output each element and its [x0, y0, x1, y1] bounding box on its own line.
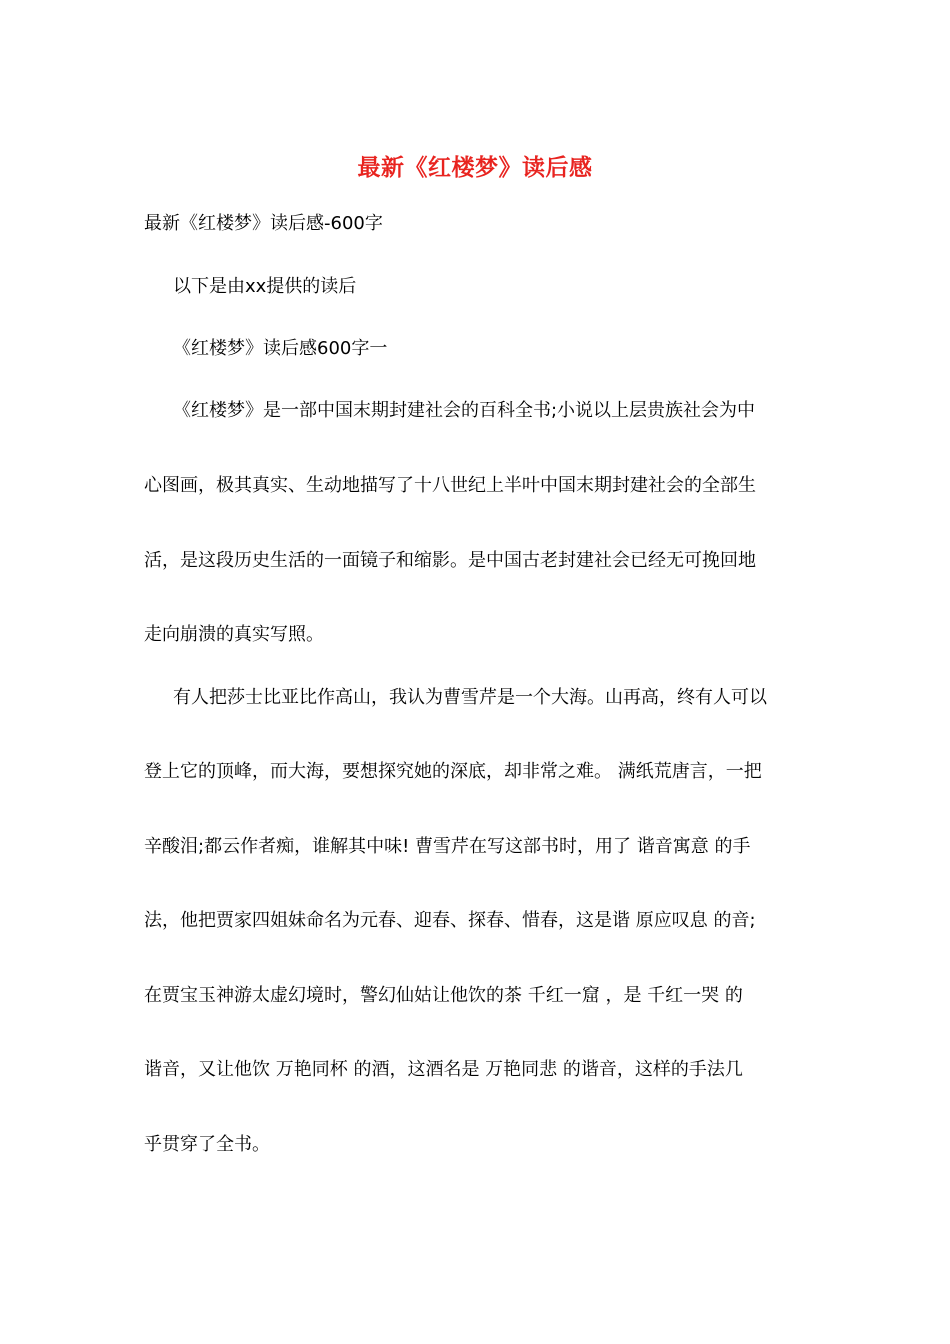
paragraph-line: 有人把莎士比亚比作高山，我认为曹雪芹是一个大海。山再高，终有人可以 [173, 687, 767, 708]
paragraph-line: 谐音，又让他饮 万艳同杯 的酒，这酒名是 万艳同悲 的谐音，这样的手法几 [144, 1059, 743, 1080]
intro-line: 以下是由xx提供的读后 [173, 276, 357, 297]
paragraph-line: 辛酸泪;都云作者痴，谁解其中味! 曹雪芹在写这部书时，用了 谐音寓意 的手 [144, 836, 751, 857]
section-heading: 《红楼梦》读后感600字一 [173, 338, 388, 359]
paragraph-line: 活，是这段历史生活的一面镜子和缩影。是中国古老封建社会已经无可挽回地 [144, 550, 756, 571]
paragraph-line: 乎贯穿了全书。 [144, 1134, 270, 1155]
paragraph-line: 心图画，极其真实、生动地描写了十八世纪上半叶中国末期封建社会的全部生 [144, 475, 756, 496]
paragraph-line: 《红楼梦》是一部中国末期封建社会的百科全书;小说以上层贵族社会为中 [173, 400, 756, 421]
document-title: 最新《红楼梦》读后感 [357, 154, 593, 181]
paragraph-line: 走向崩溃的真实写照。 [144, 624, 324, 645]
document-subtitle: 最新《红楼梦》读后感-600字 [144, 213, 383, 234]
paragraph-line: 法，他把贾家四姐妹命名为元春、迎春、探春、惜春，这是谐 原应叹息 的音; [144, 910, 756, 931]
paragraph-line: 登上它的顶峰，而大海，要想探究她的深底，却非常之难。 满纸荒唐言，一把 [144, 761, 762, 782]
paragraph-line: 在贾宝玉神游太虚幻境时，警幻仙姑让他饮的茶 千红一窟 ，是 千红一哭 的 [144, 985, 743, 1006]
